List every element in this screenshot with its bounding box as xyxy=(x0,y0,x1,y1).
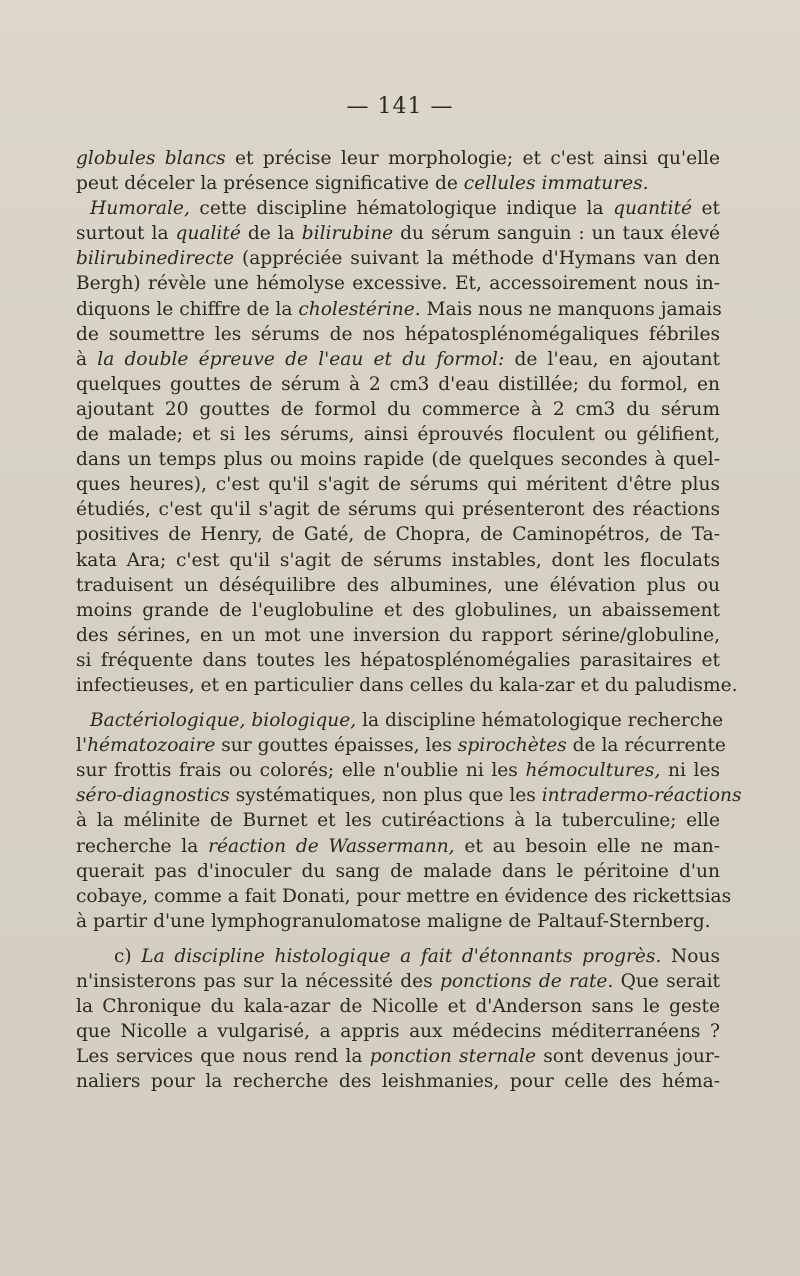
text-run: cobaye, comme a fait Donati, pour mettre en évidence des rickettsias xyxy=(76,885,732,907)
text-run: la discipline hématologique recherche xyxy=(356,710,724,732)
italic-term: bilirubine xyxy=(301,223,394,245)
italic-term: séro-diagnostics xyxy=(76,785,230,807)
text-run: sont devenus jour- xyxy=(535,1046,720,1068)
text-run: systématiques, non plus que les xyxy=(229,785,542,807)
text-line xyxy=(76,522,720,547)
text-line xyxy=(76,246,720,271)
text-run: Mais nous ne manquons jamais xyxy=(420,298,722,320)
text-line xyxy=(76,196,720,221)
italic-term: Humorale, xyxy=(90,198,190,220)
text-run: recherche la xyxy=(76,835,209,857)
text-run: que Nicolle a vulgarisé, a appris aux médecins méditerranéens ? xyxy=(76,1021,720,1043)
text-run: dans un temps plus ou moins rapide (de quelques secondes à quel- xyxy=(76,449,720,471)
text-run: Que serait xyxy=(613,971,721,992)
text-line xyxy=(76,297,720,322)
text-run: diquons le chiffre de la xyxy=(76,298,299,320)
text-line xyxy=(76,171,720,196)
italic-term: cholestérine. xyxy=(298,298,421,320)
text-run: naliers pour la recherche des leishmanies, pour celle des héma- xyxy=(76,1071,720,1093)
text-run: du sérum sanguin : un taux élevé xyxy=(393,223,721,245)
text-run: n'insisterons pas sur la nécessité des xyxy=(76,971,440,992)
italic-term: la double épreuve de l'eau et du formol: xyxy=(97,348,505,370)
text-run: de la xyxy=(240,223,302,245)
text-line xyxy=(76,598,720,623)
text-run: infectieuses, et en particulier dans celles du kala-zar et du paludisme. xyxy=(76,674,738,696)
text-line xyxy=(76,673,738,698)
text-line xyxy=(76,372,720,397)
text-run: de soumettre les sérums de nos hépatosplénomégaliques fébriles xyxy=(76,323,720,345)
text-line xyxy=(76,322,720,347)
text-line xyxy=(76,909,720,934)
text-line xyxy=(76,573,720,598)
italic-term: hémocultures, xyxy=(525,760,661,782)
text-run: surtout la xyxy=(76,223,176,245)
italic-term: globules blancs xyxy=(76,148,226,169)
italic-term: La discipline histologique a fait d'étonnants progrès. xyxy=(141,945,662,967)
italic-term: Bactériologique, biologique, xyxy=(90,710,357,732)
text-line xyxy=(76,859,720,884)
text-line xyxy=(76,884,732,909)
text-line xyxy=(76,1019,720,1044)
text-line xyxy=(76,221,720,246)
text-run: Bergh) révèle une hémolyse excessive. Et, accessoirement nous in- xyxy=(76,273,720,295)
text-run: ques heures), c'est qu'il s'agit de sérums qui méritent d'être plus xyxy=(76,474,720,496)
text-run: ni les xyxy=(660,760,720,782)
italic-term: ponction sternale xyxy=(369,1046,536,1068)
text-run: de malade; et si les sérums, ainsi éprouvés floculent ou gélifient, xyxy=(76,424,720,446)
text-line xyxy=(76,497,720,522)
text-line xyxy=(76,397,720,422)
italic-term: bilirubinedirecte xyxy=(76,248,235,270)
text-line xyxy=(76,783,742,808)
paragraph xyxy=(76,944,720,1095)
text-run: positives de Henry, de Gaté, de Chopra, de Caminopétros, de Ta- xyxy=(76,524,720,546)
text-line xyxy=(76,623,720,648)
body-text xyxy=(76,146,742,1094)
text-line xyxy=(76,648,720,673)
text-line xyxy=(76,1044,720,1069)
text-run: ajoutant 20 gouttes de formol du commerce à 2 cm3 du sérum xyxy=(76,398,720,420)
text-run: (appréciée suivant la méthode d'Hymans van den xyxy=(234,248,720,270)
paragraph xyxy=(76,146,720,196)
text-run: de la récurrente xyxy=(566,735,726,757)
text-run: si fréquente dans toutes les hépatosplénomégalies parasitaires et xyxy=(76,649,720,671)
text-line xyxy=(76,146,720,171)
text-run: c) xyxy=(114,945,142,967)
text-run: cette discipline hématologique indique la xyxy=(189,198,614,220)
text-line xyxy=(76,733,726,758)
text-line xyxy=(76,422,720,447)
text-run: et précise leur morphologie; et c'est ainsi qu'elle xyxy=(225,148,720,169)
text-line xyxy=(76,708,724,733)
text-line xyxy=(76,944,720,969)
text-line xyxy=(76,447,720,472)
text-run: la Chronique du kala-azar de Nicolle et d'Anderson sans le geste xyxy=(76,996,720,1018)
text-run: à partir d'une lymphogranulomatose maligne de Paltauf-Sternberg. xyxy=(76,910,711,932)
text-line xyxy=(76,472,720,497)
italic-term: quantité xyxy=(613,198,692,220)
italic-term: intradermo-réactions xyxy=(541,785,742,807)
text-line xyxy=(76,1069,720,1094)
text-line xyxy=(76,969,720,994)
text-run: et xyxy=(691,198,721,220)
text-line xyxy=(76,834,720,859)
page-number: — 141 — xyxy=(346,94,454,119)
text-run: et au besoin elle ne man- xyxy=(454,835,721,857)
text-run: traduisent un déséquilibre des albumines, une élévation plus ou xyxy=(76,574,720,596)
text-line xyxy=(76,758,720,783)
paragraph xyxy=(76,196,738,698)
italic-term: hématozoaire xyxy=(87,735,216,757)
text-line xyxy=(76,548,720,573)
text-run: moins grande de l'euglobuline et des globulines, un abaissement xyxy=(76,599,720,621)
italic-term: ponctions de rate. xyxy=(439,971,614,992)
italic-term: réaction de Wassermann, xyxy=(208,835,455,857)
text-run: sur gouttes épaisses, les xyxy=(215,735,458,757)
text-run: querait pas d'inoculer du sang de malade dans le péritoine d'un xyxy=(76,860,720,882)
text-run: Les services que nous rend la xyxy=(76,1046,370,1068)
text-run: de l'eau, en ajoutant xyxy=(504,348,720,370)
text-run: quelques gouttes de sérum à 2 cm3 d'eau distillée; du formol, en xyxy=(76,373,720,395)
text-run: peut déceler la présence significative de xyxy=(76,173,464,195)
text-line xyxy=(76,808,720,833)
text-line xyxy=(76,347,720,372)
text-run: Nous xyxy=(661,945,720,967)
text-line xyxy=(76,271,720,296)
italic-term: cellules immatures. xyxy=(463,173,649,195)
text-run: kata Ara; c'est qu'il s'agit de sérums instables, dont les floculats xyxy=(76,549,720,571)
text-run: sur frottis frais ou colorés; elle n'oublie ni les xyxy=(76,760,526,782)
text-run: à la mélinite de Burnet et les cutiréactions à la tuberculine; elle xyxy=(76,810,720,832)
text-run: des sérines, en un mot une inversion du rapport sérine/globuline, xyxy=(76,624,720,646)
text-line xyxy=(76,994,720,1019)
text-run: l' xyxy=(76,735,88,757)
text-run: à xyxy=(76,348,98,370)
italic-term: spirochètes xyxy=(457,735,567,757)
text-run: étudiés, c'est qu'il s'agit de sérums qui présenteront des réactions xyxy=(76,499,720,521)
paragraph xyxy=(76,708,742,934)
italic-term: qualité xyxy=(175,223,241,245)
